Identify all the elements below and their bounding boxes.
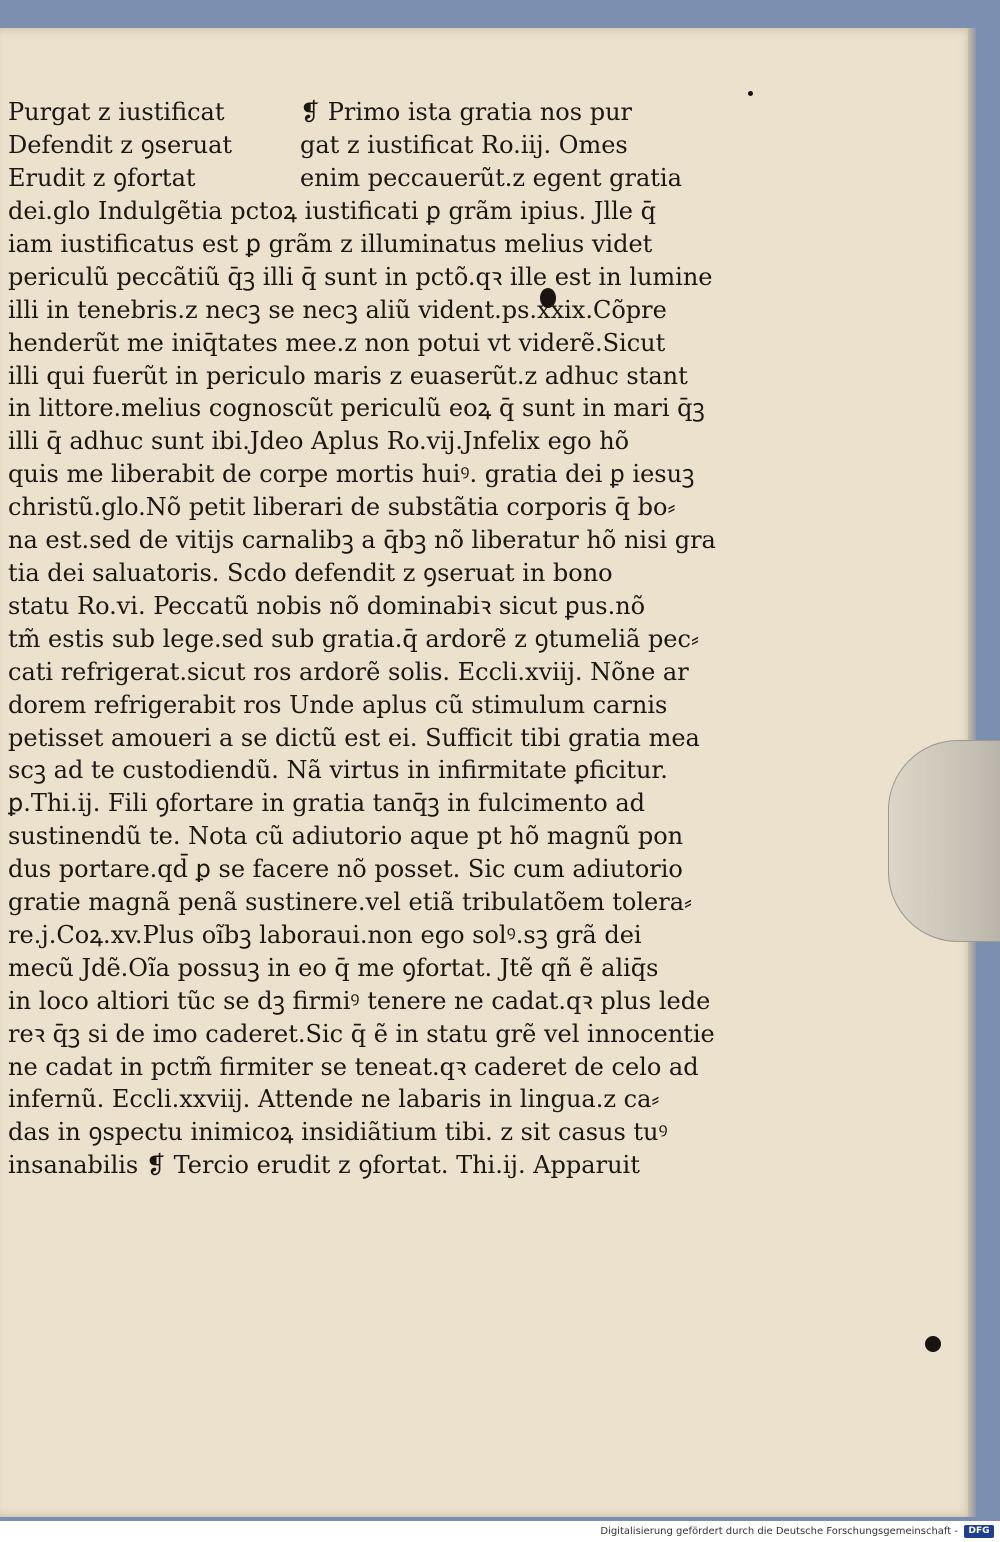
text-line: sustinendũ te. Nota cũ adiutorio aque pt hõ magnũ pon [8,822,684,851]
text-line: iam iustificatus est ꝑ grãm z illuminatus melius videt [8,229,653,258]
text-line: statu Ro.vi. Peccatũ nobis nõ dominabiꝛ sicut ꝑus.nõ [8,591,646,620]
text-line: insanabilis ❡ Tercio erudit z ꝯfortat. Thi.ij. Apparuit [8,1151,640,1180]
funding-credit: Digitalisierung gefördert durch die Deutsche Forschungsgemeinschaft - [600,1526,958,1537]
heading-column [300,96,720,195]
text-line: mecũ Jdẽ.Oĩa possuꝫ in eo q̄ me ꝯfortat. Jtẽ qñ ẽ aliq̄s [8,953,659,982]
text-line: quis me liberabit de corpe mortis huiꝰ. gratia dei ꝑ iesuꝫ [8,460,695,489]
text-line: ❡ Primo ista gratia nos pur [300,98,632,126]
ink-spot [748,91,753,96]
text-line: tia dei saluatoris. Scdo defendit z ꝯseruat in bono [8,558,613,587]
text-line: illi q̄ adhuc sunt ibi.Jdeo Aplus Ro.vij.Jnfelix ego hõ [8,427,630,456]
text-line: cati refrigerat.sicut ros ardorẽ solis. Eccli.xviij. Nõne ar [8,657,689,686]
text-line: christũ.glo.Nõ petit liberari de substãtia corporis q̄ bo⸗ [8,493,676,522]
text-line: dei.glo Indulgẽtia pctoꝝ iustificati ꝑ grãm ipius. Jlle q̄ [8,197,656,225]
text-line: das in ꝯspectu inimicoꝝ insidiãtium tibi. z sit casus tuꝰ [8,1118,668,1147]
text-line: illi qui fuerũt in periculo maris z euaserũt.z adhuc stant [8,361,688,390]
text-line: dus portare.qd̄ ꝑ se facere nõ posset. Sic cum adiutorio [8,855,683,884]
text-line: reꝛ q̄ꝫ si de imo caderet.Sic q̄ ẽ in statu grẽ vel innocentie [8,1019,715,1048]
text-line: scꝫ ad te custodiendũ. Nã virtus in infirmitate ꝑficitur. [8,756,668,785]
page-clip [888,740,1000,942]
marginal-notes [8,96,308,195]
text-line: ne cadat in pctm̃ firmiter se teneat.qꝛ caderet de celo ad [8,1052,699,1081]
text-line: in littore.melius cognoscũt periculũ eoꝝ q̄ sunt in mari q̄ꝫ [8,394,705,423]
body-text [8,195,738,1182]
text-line: infernũ. Eccli.xxviij. Attende ne labaris in lingua.z ca⸗ [8,1085,660,1114]
text-line: gratie magnã penã sustinere.vel etiã tribulatõem tolera⸗ [8,888,693,917]
text-line: petisset amoueri a se dictũ est ei. Sufficit tibi gratia mea [8,723,700,752]
text-line: ꝑ.Thi.ij. Fili ꝯfortare in gratia tanq̄ꝫ in fulcimento ad [8,789,646,818]
text-line: dorem refrigerabit ros Unde aplus cũ stimulum carnis [8,690,668,719]
dfg-logo: DFG [964,1525,994,1538]
text-line: periculũ peccãtiũ q̄ꝫ illi q̄ sunt in pctõ.qꝛ ille est in lumine [8,262,713,291]
marginal-note: Defendit z ꝯseruat [8,131,233,159]
text-line: gat z iustificat Ro.iij. Omes [300,131,628,159]
text-line: tm̃ estis sub lege.sed sub gratia.q̄ ardorẽ z ꝯtumeliã pec⸗ [8,624,699,653]
text-line: re.j.Coꝝ.xv.Plus oĩbꝫ laboraui.non ego solꝰ.sꝫ grã dei [8,920,642,949]
text-line: illi in tenebris.z necꝫ se necꝫ aliũ vident.ps.xxix.Cõpre [8,295,667,324]
marginal-note: Purgat z iustificat [8,98,225,126]
text-line: enim peccauerũt.z egent gratia [300,164,682,192]
marginal-note: Erudit z ꝯfortat [8,164,196,192]
text-line: na est.sed de vitijs carnalibꝫ a q̄bꝫ nõ liberatur hõ nisi gra [8,526,716,555]
footer-bar [0,1521,1000,1542]
text-line: henderũt me iniq̄tates mee.z non potui vt viderẽ.Sicut [8,328,666,357]
text-line: in loco altiori tũc se dꝫ firmiꝰ tenere ne cadat.qꝛ plus lede [8,986,711,1015]
ink-spot [925,1336,941,1352]
